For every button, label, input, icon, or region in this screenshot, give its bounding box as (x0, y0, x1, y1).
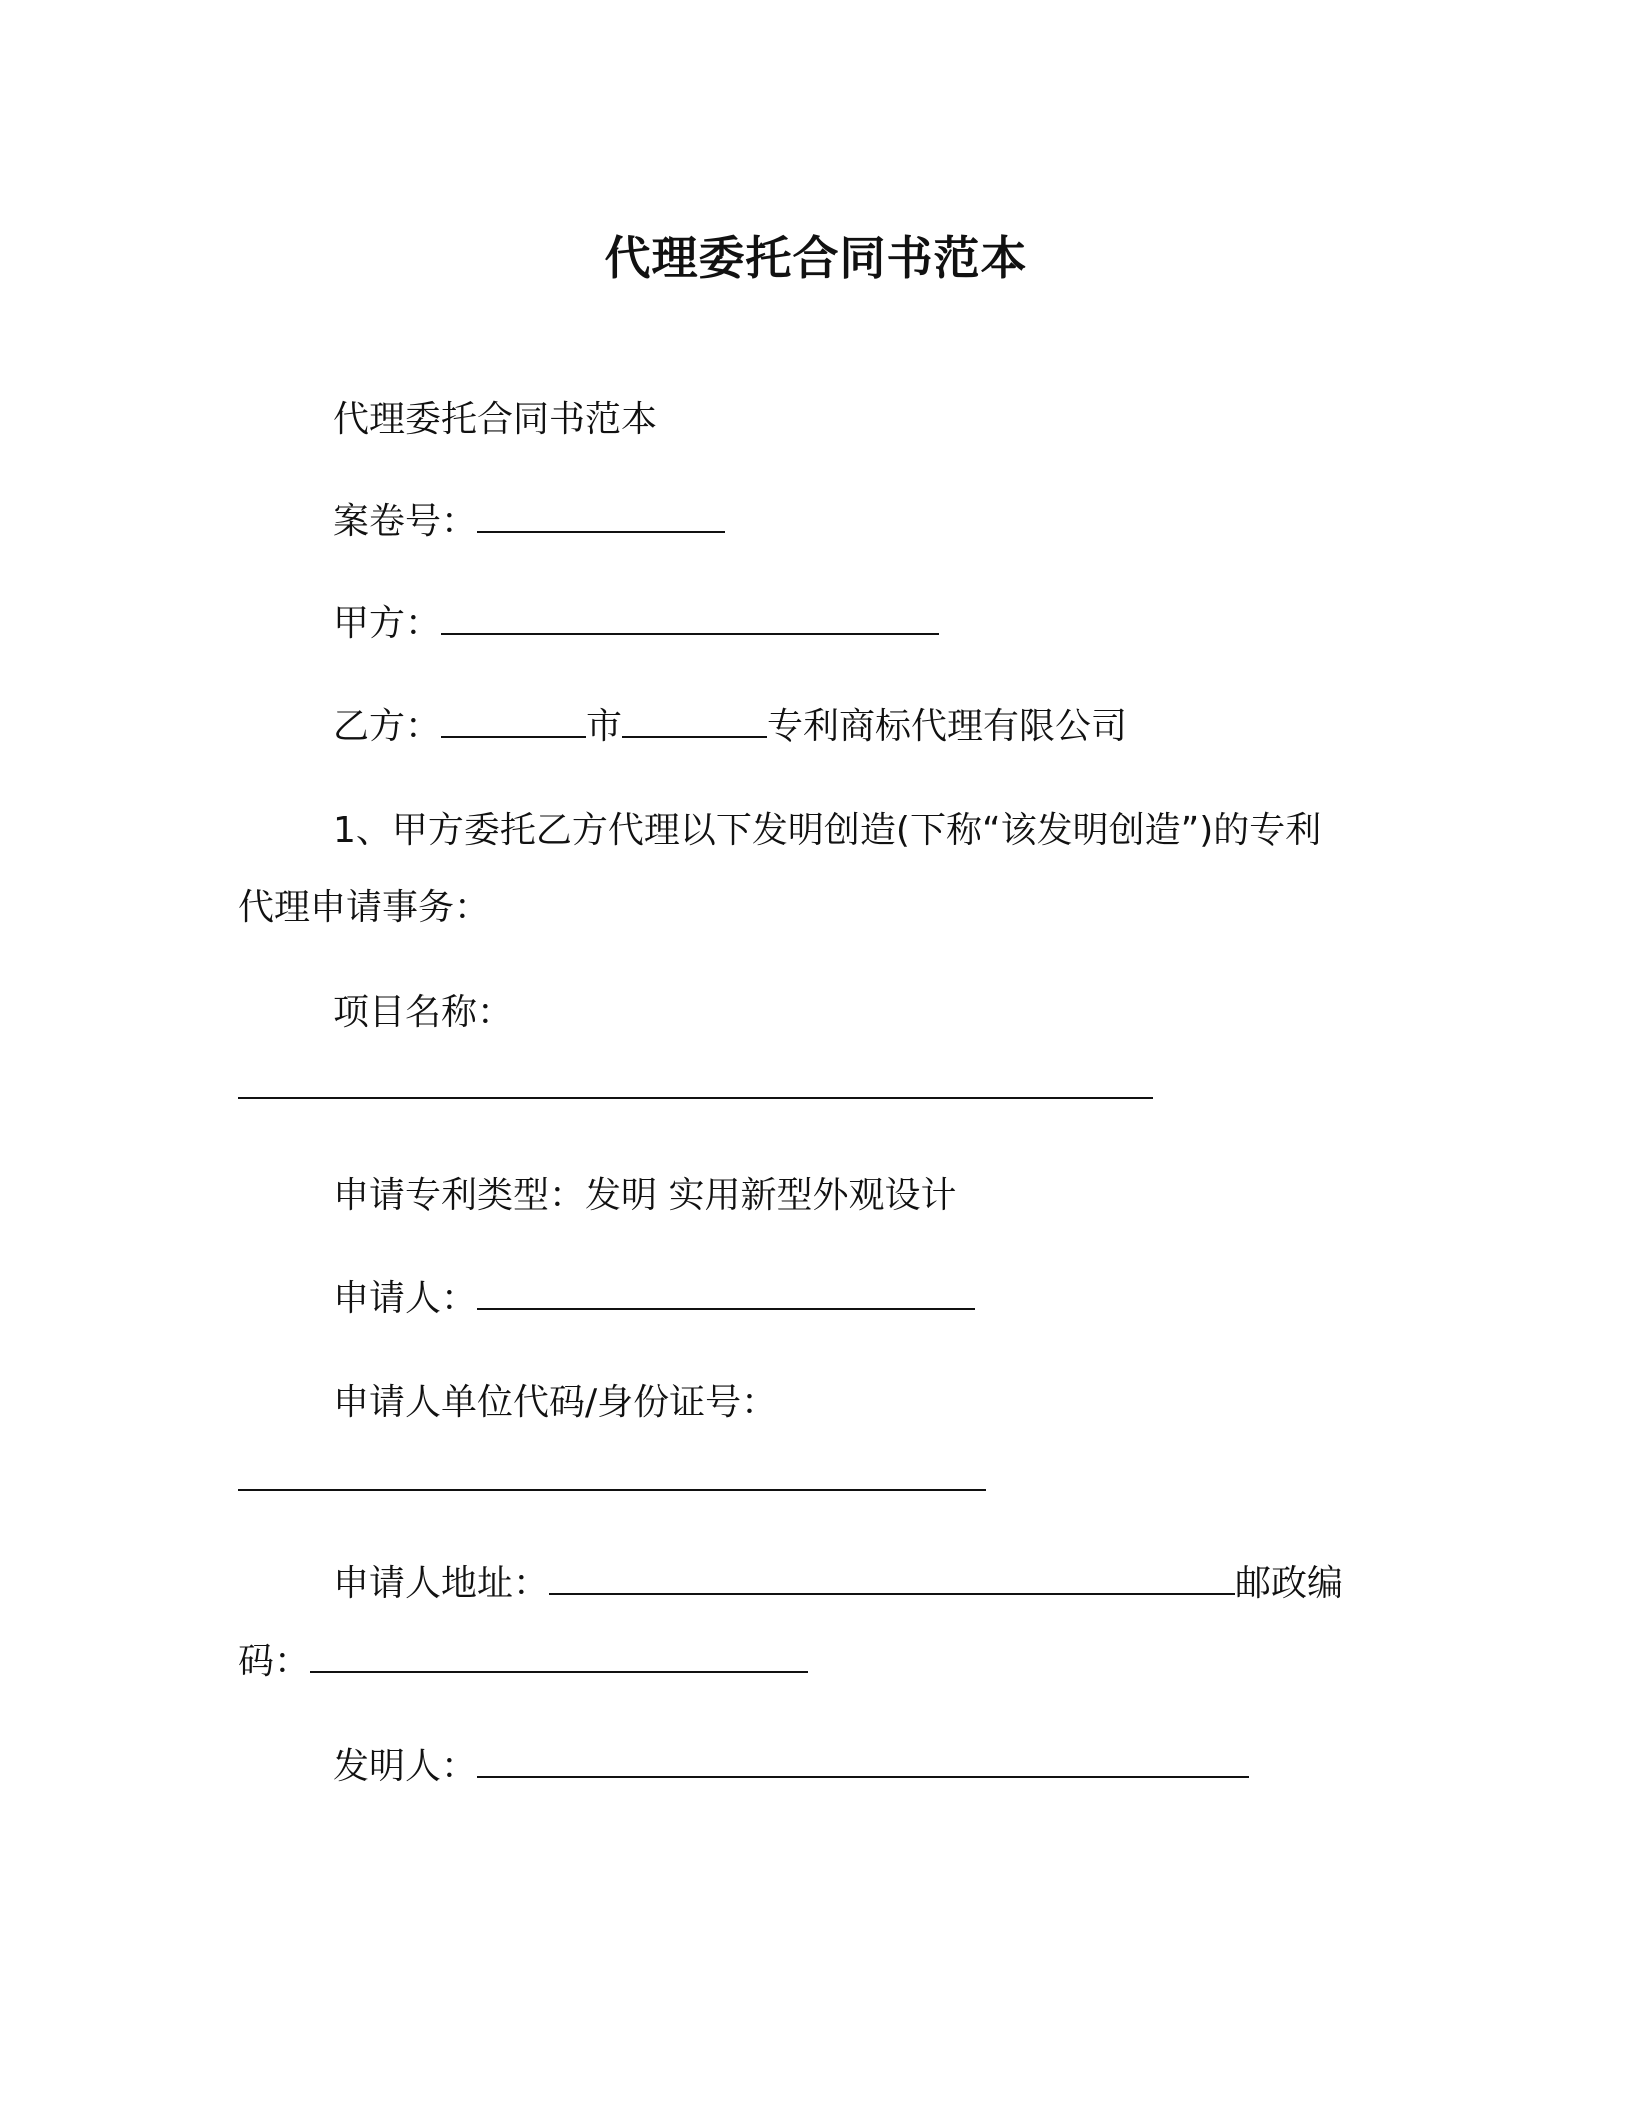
applicant-blank[interactable] (477, 1278, 975, 1310)
applicant-address-label: 申请人地址： (333, 1563, 550, 1604)
document-subtitle: 代理委托合同书范本 (333, 399, 658, 440)
project-name-row (238, 1066, 1153, 1110)
party-b-name-blank[interactable] (622, 706, 767, 738)
case-number-label: 案卷号： (333, 501, 478, 542)
party-b-city-label: 市 (586, 706, 623, 747)
applicant-id-blank[interactable] (238, 1459, 986, 1491)
clause-1-line-2: 代理申请事务： (238, 887, 491, 928)
applicant-label: 申请人： (333, 1278, 478, 1319)
project-name-blank[interactable] (238, 1067, 1153, 1099)
clause-1-line-1: 1、甲方委托乙方代理以下发明创造(下称“该发明创造”)的专利 (333, 810, 1322, 851)
party-b-company-suffix: 专利商标代理有限公司 (767, 706, 1128, 747)
party-a-blank[interactable] (441, 603, 939, 635)
applicant-address-row (333, 1562, 1343, 1606)
project-name-label: 项目名称： (333, 992, 514, 1033)
applicant-address-blank[interactable] (549, 1563, 1235, 1595)
party-b-label: 乙方： (333, 706, 442, 747)
inventor-label: 发明人： (333, 1746, 478, 1787)
party-b-row (333, 705, 1127, 749)
document-title: 代理委托合同书范本 (604, 231, 1028, 285)
applicant-id-label: 申请人单位代码/身份证号： (333, 1382, 778, 1423)
case-number-row (333, 500, 725, 544)
case-number-blank[interactable] (477, 501, 725, 533)
applicant-row (333, 1277, 975, 1321)
patent-type-line: 申请专利类型：发明 实用新型外观设计 (333, 1175, 957, 1216)
party-a-label: 甲方： (333, 603, 442, 644)
party-b-city-blank[interactable] (441, 706, 586, 738)
postcode-label-part-2: 码： (238, 1641, 311, 1682)
postcode-row (238, 1640, 808, 1684)
postcode-label-part-1: 邮政编 (1235, 1563, 1344, 1604)
postcode-blank[interactable] (310, 1641, 808, 1673)
applicant-id-row (238, 1458, 986, 1502)
party-a-row (333, 602, 939, 646)
inventor-row (333, 1745, 1249, 1789)
inventor-blank[interactable] (477, 1746, 1249, 1778)
